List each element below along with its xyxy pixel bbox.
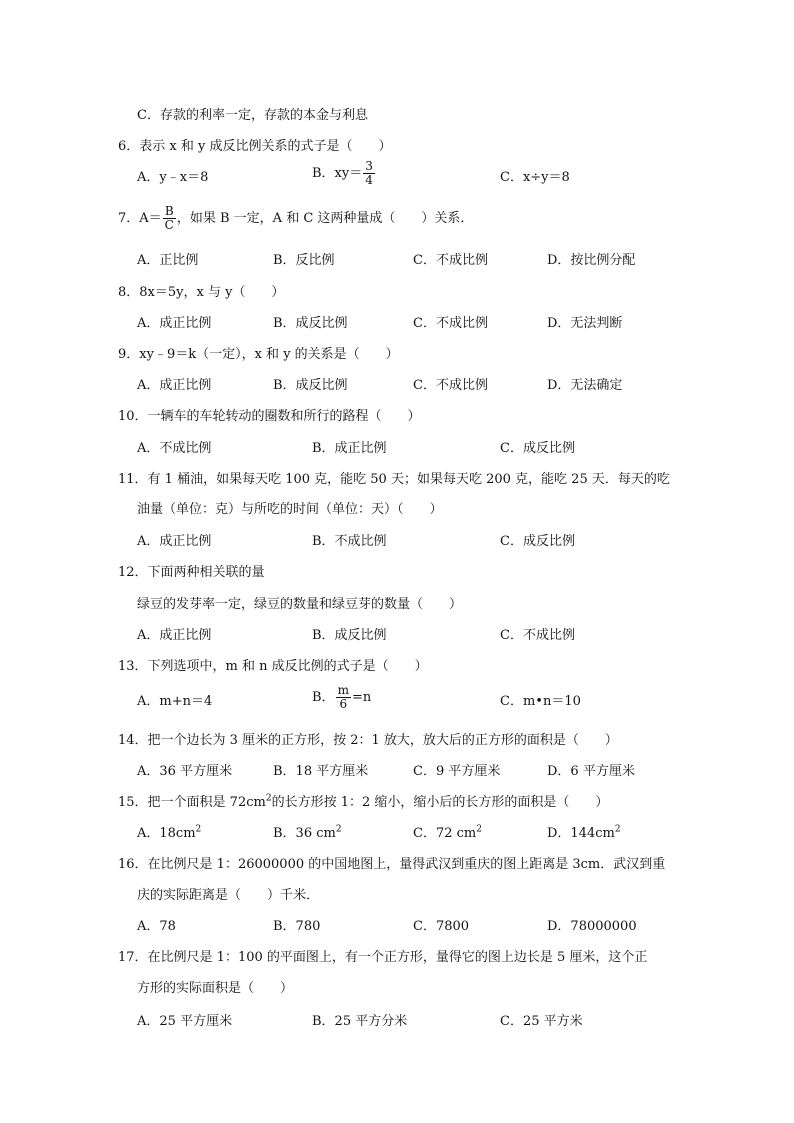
q6-fraction-den: 4 <box>365 173 373 187</box>
q10-option-a: A．不成比例 <box>137 441 212 456</box>
q7-option-a: A．正比例 <box>137 253 199 268</box>
q7-option-c: C．不成比例 <box>413 253 488 268</box>
q9-option-c: C．不成比例 <box>413 378 488 393</box>
q10-option-c: C．成反比例 <box>500 441 575 456</box>
q8-option-d: D．无法判断 <box>547 316 623 331</box>
q10-option-b: B．成正比例 <box>312 441 387 456</box>
q12-option-c: C．不成比例 <box>500 628 575 643</box>
q11-option-a: A．成正比例 <box>137 534 212 549</box>
q13-fraction-den: 6 <box>339 697 348 711</box>
q14-option-d: D．6 平方厘米 <box>547 764 635 779</box>
q15-option-b <box>273 822 342 841</box>
q13-stem: 13．下列选项中，m 和 n 成反比例的式子是（ ） <box>118 659 428 674</box>
q13-options <box>0 683 794 711</box>
q9-stem: 9．xy﹣9＝k（一定），x 和 y 的关系是（ ） <box>118 347 399 362</box>
q14-stem: 14．把一个边长为 3 厘米的正方形，按 2：1 放大，放大后的正方形的面积是（ ） <box>118 733 618 748</box>
q15-stem-suffix: 的长方形按 1：2 缩小，缩小后的长方形的面积是（ ） <box>271 795 609 810</box>
q13-option-c: C．m•n＝10 <box>500 694 581 709</box>
q8-stem: 8．8x＝5y，x 与 y（ ） <box>118 285 285 300</box>
q14-option-b: B．18 平方厘米 <box>273 764 369 779</box>
q13-option-b <box>312 684 371 711</box>
q11-stem-line1: 11．有 1 桶油，如果每天吃 100 克，能吃 50 天；如果每天吃 200 克，能吃 25 天．每天的吃 <box>118 472 670 487</box>
q9-option-d: D．无法确定 <box>547 378 623 393</box>
q15-option-d <box>547 822 621 841</box>
q10-stem: 10．一辆车的车轮转动的圈数和所行的路程（ ） <box>118 409 421 424</box>
q15-option-d-text: D．144cm <box>547 826 615 841</box>
q6-option-a: A．y﹣x＝8 <box>137 170 209 185</box>
q6-option-b-prefix: B．xy＝ <box>312 166 363 181</box>
q12-stem-line1: 12．下面两种相关联的量 <box>118 565 265 580</box>
q11-option-c: C．成反比例 <box>500 534 575 549</box>
q11-stem-line2: 油量（单位：克）与所吃的时间（单位：天）（ ） <box>137 502 443 517</box>
q15-option-c-sup: 2 <box>476 824 482 835</box>
q9-options <box>0 374 794 394</box>
q7-fraction <box>163 205 176 232</box>
q7-stem-suffix: ，如果 B 一定，A 和 C 这两种量成（ ）关系． <box>176 211 474 226</box>
q13-option-b-suffix: =n <box>351 690 372 705</box>
q15-options <box>0 822 794 842</box>
q16-stem-line1: 16．在比例尺是 1：26000000 的中国地图上，量得武汉到重庆的图上距离是 3cm．武汉到重 <box>118 857 666 872</box>
q13-option-a: A．m+n＝4 <box>137 694 213 709</box>
q15-option-a-text: A．18cm <box>137 826 196 841</box>
q17-stem-line1: 17．在比例尺是 1：100 的平面图上，有一个正方形，量得它的图上边长是 5 厘米，这个正 <box>118 950 648 965</box>
q16-options <box>0 915 794 935</box>
q13-fraction-num: m <box>337 683 349 697</box>
q13-option-b-prefix: B． <box>312 690 335 705</box>
q15-stem-prefix: 15．把一个面积是 72cm <box>118 795 266 810</box>
q14-options <box>0 760 794 780</box>
q15-option-a <box>137 822 201 841</box>
q6-options <box>0 159 794 187</box>
q17-option-a: A．25 平方厘米 <box>137 1014 233 1029</box>
q12-stem-line2: 绿豆的发芽率一定，绿豆的数量和绿豆芽的数量（ ） <box>137 597 463 612</box>
q15-option-a-sup: 2 <box>195 824 202 835</box>
q14-option-c: C．9 平方厘米 <box>413 764 501 779</box>
q9-option-a: A．成正比例 <box>137 378 212 393</box>
q17-stem-line2: 方形的实际面积是（ ） <box>137 981 294 996</box>
q7-option-d: D．按比例分配 <box>547 253 636 268</box>
q8-option-c: C．不成比例 <box>413 316 488 331</box>
q15-stem-sup: 2 <box>265 793 272 804</box>
q15-option-b-sup: 2 <box>335 824 342 835</box>
q16-option-d: D．78000000 <box>547 919 637 934</box>
q7-options <box>0 249 794 269</box>
q17-options <box>0 1010 794 1030</box>
q15-option-b-text: B．36 cm <box>273 826 336 841</box>
q16-stem-line2: 庆的实际距离是（ ）千米． <box>137 888 320 903</box>
q8-option-b: B．成反比例 <box>273 316 348 331</box>
q8-option-a: A．成正比例 <box>137 316 212 331</box>
q17-option-b: B．25 平方分米 <box>312 1014 408 1029</box>
q10-options <box>0 437 794 457</box>
q6-option-c: C．x÷y＝8 <box>500 170 570 185</box>
q6-stem: 6．表示 x 和 y 成反比例关系的式子是（ ） <box>118 139 392 154</box>
q12-option-a: A．成正比例 <box>137 628 212 643</box>
q7-option-b: B．反比例 <box>273 253 335 268</box>
q8-options <box>0 312 794 332</box>
q15-option-c <box>413 822 482 841</box>
q6-fraction-num: 3 <box>365 159 373 173</box>
q13-fraction <box>336 684 351 711</box>
q16-option-b: B．780 <box>273 919 321 934</box>
q15-option-c-text: C．72 cm <box>413 826 477 841</box>
q5-option-c: C．存款的利率一定，存款的本金与利息 <box>137 108 368 123</box>
q11-options <box>0 530 794 550</box>
q11-option-b: B．不成比例 <box>312 534 387 549</box>
q16-option-a: A．78 <box>137 919 176 934</box>
q14-option-a: A．36 平方厘米 <box>137 764 233 779</box>
q15-option-d-sup: 2 <box>614 824 621 835</box>
q6-option-b <box>312 160 376 187</box>
q7-fraction-den: C <box>164 218 174 232</box>
q12-option-b: B．成反比例 <box>312 628 387 643</box>
q9-option-b: B．成反比例 <box>273 378 348 393</box>
q12-options <box>0 624 794 644</box>
q16-option-c: C．7800 <box>413 919 470 934</box>
q15-stem <box>118 791 608 810</box>
q7-stem-prefix: 7．A＝ <box>118 211 162 226</box>
q7-fraction-num: B <box>163 205 176 219</box>
q17-option-c: C．25 平方米 <box>500 1014 583 1029</box>
q6-fraction <box>363 160 375 187</box>
q7-stem <box>118 205 473 232</box>
